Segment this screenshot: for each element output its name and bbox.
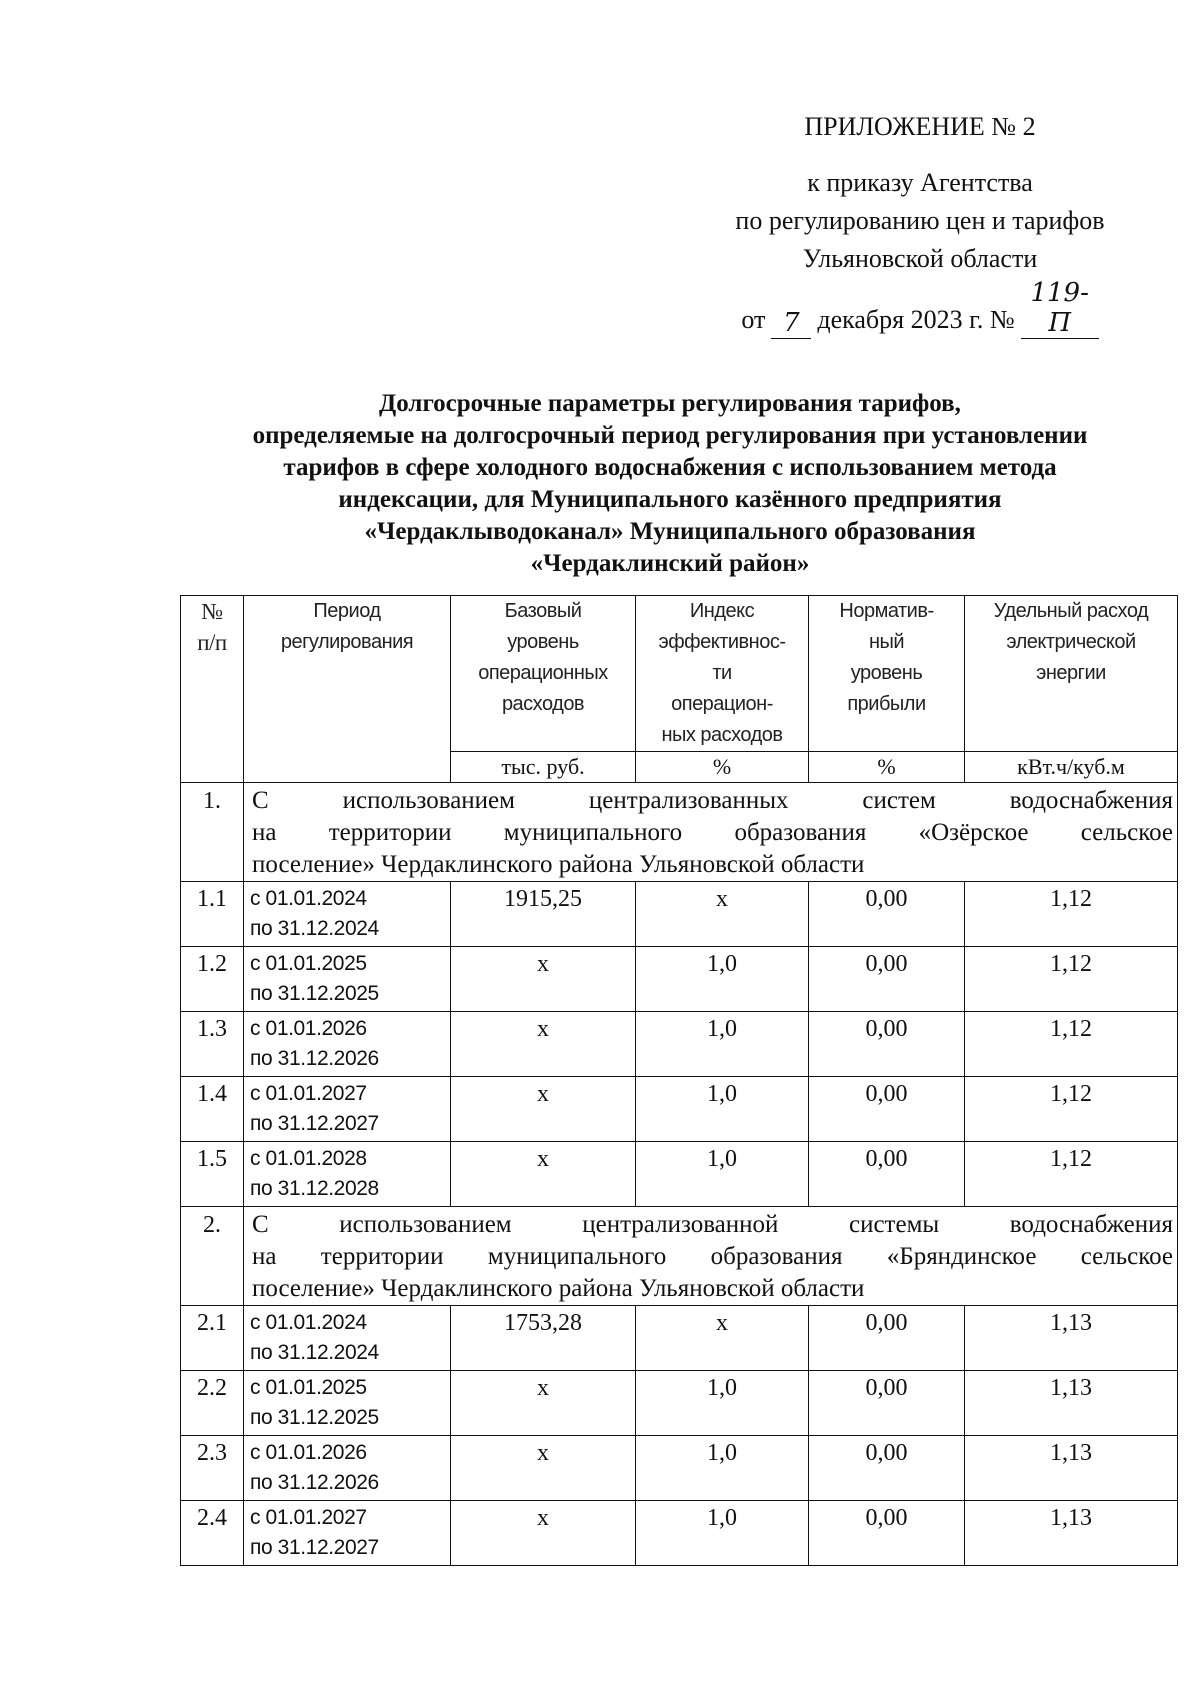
row-efficiency-index: 1,0 [636,1142,809,1207]
appendix-line-2: по регулированию цен и тарифов [735,206,1105,235]
row-profit-level: 0,00 [809,1371,965,1436]
period-from: с 01.01.2026 [250,1441,367,1464]
row-period [244,1501,451,1566]
table-row [181,1436,1178,1501]
row-efficiency-index: 1,0 [636,1436,809,1501]
period-from: с 01.01.2025 [250,1376,367,1399]
header-period: Период регулирования [244,596,451,783]
row-base-level: х [451,1436,636,1501]
date-text: декабря 2023 г. № [817,305,1015,334]
header-base-level: Базовый уровень операционных расходов [451,596,636,752]
section-desc-line: поселение» Чердаклинского района Ульяновской области [252,851,865,878]
section-description [244,783,1178,882]
unit-profit: % [809,752,965,783]
row-base-level: 1915,25 [451,882,636,947]
row-number: 2.1 [181,1306,244,1371]
row-efficiency-index: х [636,1306,809,1371]
period-to: по 31.12.2028 [250,1177,379,1200]
row-base-level: х [451,1012,636,1077]
row-period [244,1077,451,1142]
row-efficiency-index: 1,0 [636,1371,809,1436]
row-energy-consumption: 1,13 [965,1436,1178,1501]
row-number: 2.4 [181,1501,244,1566]
row-efficiency-index: 1,0 [636,1012,809,1077]
table-row [181,1077,1178,1142]
header-profit-level: Норматив- ный уровень прибыли [809,596,965,752]
table-row [181,1371,1178,1436]
period-to: по 31.12.2026 [250,1047,379,1070]
row-energy-consumption: 1,12 [965,1012,1178,1077]
row-number: 2.2 [181,1371,244,1436]
table-row [181,1501,1178,1566]
row-efficiency-index: 1,0 [636,947,809,1012]
section-desc-line: С использованием централизованных систем водоснабжения [252,787,1173,814]
appendix-line-3: Ульяновской области [802,244,1038,273]
period-to: по 31.12.2026 [250,1471,379,1494]
header-num: № п/п [181,596,244,783]
order-date-line [700,278,1140,339]
period-to: по 31.12.2024 [250,1341,379,1364]
period-to: по 31.12.2025 [250,982,379,1005]
order-day: 7 [771,308,811,339]
row-energy-consumption: 1,13 [965,1501,1178,1566]
table-header-row [181,596,1178,752]
appendix-line-1: к приказу Агентства [807,168,1033,197]
unit-index: % [636,752,809,783]
row-efficiency-index: 1,0 [636,1077,809,1142]
row-profit-level: 0,00 [809,1436,965,1501]
table-row [181,1142,1178,1207]
row-number: 1.2 [181,947,244,1012]
table-row [181,1012,1178,1077]
row-energy-consumption: 1,13 [965,1306,1178,1371]
row-energy-consumption: 1,12 [965,947,1178,1012]
period-to: по 31.12.2027 [250,1112,379,1135]
row-profit-level: 0,00 [809,1077,965,1142]
section-desc-line: на территории муниципального образования «Озёрское сельское [252,819,1173,846]
header-efficiency-index: Индекс эффективнос- ти операцион- ных расходов [636,596,809,752]
unit-energy: кВт.ч/куб.м [965,752,1178,783]
period-from: с 01.01.2024 [250,887,367,910]
row-base-level: 1753,28 [451,1306,636,1371]
heading-line: определяемые на долгосрочный период регулирования при установлении [252,422,1088,449]
appendix-block [700,108,1140,339]
period-to: по 31.12.2024 [250,917,379,940]
row-profit-level: 0,00 [809,1012,965,1077]
row-number: 1.3 [181,1012,244,1077]
row-base-level: х [451,1501,636,1566]
row-period [244,1306,451,1371]
row-profit-level: 0,00 [809,1142,965,1207]
heading-line: Долгосрочные параметры регулирования тарифов, [379,390,961,417]
header-energy-consumption: Удельный расход электрической энергии [965,596,1178,752]
table-row [181,882,1178,947]
row-number: 1.4 [181,1077,244,1142]
date-prefix: от [741,305,766,334]
period-from: с 01.01.2027 [250,1082,367,1105]
row-energy-consumption: 1,12 [965,1077,1178,1142]
section-row [181,783,1178,882]
row-energy-consumption: 1,12 [965,1142,1178,1207]
order-number: 119-П [1021,278,1099,339]
row-profit-level: 0,00 [809,882,965,947]
heading-line: «Чердаклыводоканал» Муниципального образования [364,518,976,545]
section-number: 2. [181,1207,244,1306]
period-from: с 01.01.2026 [250,1017,367,1040]
row-base-level: х [451,1142,636,1207]
appendix-title: ПРИЛОЖЕНИЕ № 2 [804,112,1036,141]
row-period [244,882,451,947]
section-row [181,1207,1178,1306]
row-energy-consumption: 1,12 [965,882,1178,947]
row-number: 1.1 [181,882,244,947]
period-to: по 31.12.2027 [250,1536,379,1559]
table-row [181,947,1178,1012]
table-row [181,1306,1178,1371]
row-period [244,1436,451,1501]
section-desc-line: на территории муниципального образования «Бряндинское сельское [252,1243,1173,1270]
row-energy-consumption: 1,13 [965,1371,1178,1436]
section-desc-line: С использованием централизованной системы водоснабжения [252,1211,1173,1238]
row-period [244,1142,451,1207]
period-from: с 01.01.2028 [250,1147,367,1170]
heading-line: тарифов в сфере холодного водоснабжения с использованием метода [283,454,1057,481]
period-from: с 01.01.2027 [250,1506,367,1529]
section-number: 1. [181,783,244,882]
document-heading [170,388,1170,580]
period-to: по 31.12.2025 [250,1406,379,1429]
row-efficiency-index: 1,0 [636,1501,809,1566]
row-base-level: х [451,947,636,1012]
row-base-level: х [451,1371,636,1436]
row-period [244,1012,451,1077]
period-from: с 01.01.2024 [250,1311,367,1334]
section-description [244,1207,1178,1306]
heading-line: индексации, для Муниципального казённого предприятия [338,486,1002,513]
period-from: с 01.01.2025 [250,952,367,975]
unit-base: тыс. руб. [451,752,636,783]
heading-line: «Чердаклинский район» [530,550,810,577]
row-profit-level: 0,00 [809,947,965,1012]
row-base-level: х [451,1077,636,1142]
section-desc-line: поселение» Чердаклинского района Ульяновской области [252,1275,865,1302]
row-period [244,947,451,1012]
row-profit-level: 0,00 [809,1306,965,1371]
row-efficiency-index: х [636,882,809,947]
row-number: 2.3 [181,1436,244,1501]
row-number: 1.5 [181,1142,244,1207]
row-period [244,1371,451,1436]
tariff-parameters-table [180,595,1178,1566]
row-profit-level: 0,00 [809,1501,965,1566]
